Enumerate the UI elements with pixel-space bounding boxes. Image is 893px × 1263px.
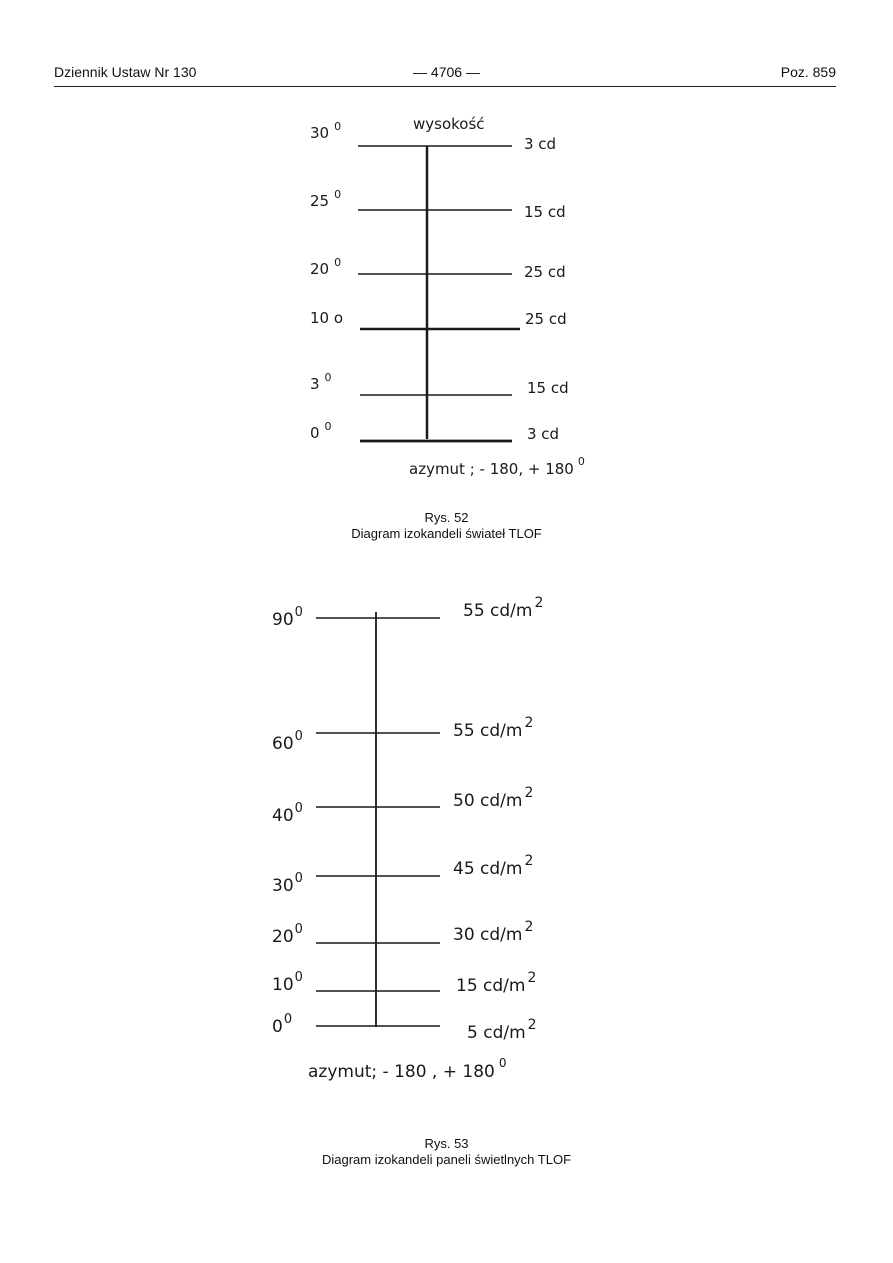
intensity-value: 25 cd <box>524 263 566 281</box>
figure-52-diagram <box>310 115 585 478</box>
figure-53-number: Rys. 53 <box>424 1136 469 1151</box>
altitude-axis-label: wysokość <box>413 115 485 133</box>
azimuth-label: azymut; - 180 , + 180 $^0$ <box>308 1056 507 1082</box>
elevation-angle-label: 0 $^0$ <box>310 420 332 442</box>
elevation-angle-label: 25 $^0$ <box>310 188 342 210</box>
elevation-angle-label: 20 $^0$ <box>310 256 342 278</box>
figure-52-number: Rys. 52 <box>424 510 469 525</box>
luminance-value: 55 cd/m $^2$ <box>453 715 534 741</box>
figure-52-caption <box>0 510 893 542</box>
luminance-value: 5 cd/m $^2$ <box>467 1017 537 1043</box>
intensity-value: 15 cd <box>527 379 569 397</box>
luminance-value: 15 cd/m $^2$ <box>456 970 537 996</box>
elevation-angle-label: $40^0$ <box>272 801 303 826</box>
elevation-angle-label: $90^0$ <box>272 605 303 630</box>
elevation-angle-label: $0^0$ <box>272 1012 293 1037</box>
figure-53-caption <box>0 1136 893 1168</box>
elevation-angle-label: 10 o <box>310 309 344 327</box>
figure-53-diagram <box>272 595 543 1082</box>
intensity-value: 3 cd <box>527 425 560 443</box>
elevation-angle-label: $20^0$ <box>272 922 303 947</box>
elevation-angle-label: 30 $^0$ <box>310 120 342 142</box>
luminance-value: 55 cd/m $^2$ <box>463 595 544 621</box>
journal-title: Dziennik Ustaw Nr 130 <box>54 64 197 80</box>
luminance-value: 45 cd/m $^2$ <box>453 853 534 879</box>
figure-52-title: Diagram izokandeli świateł TLOF <box>351 526 542 541</box>
azimuth-label: azymut ; - 180, + 180 $^0$ <box>409 455 585 478</box>
intensity-value: 15 cd <box>524 203 566 221</box>
page-number: — 4706 — <box>413 64 480 80</box>
luminance-value: 50 cd/m $^2$ <box>453 785 534 811</box>
figure-53-title: Diagram izokandeli paneli świetlnych TLOF <box>321 1152 572 1167</box>
elevation-angle-label: $30^0$ <box>272 871 303 896</box>
intensity-value: 25 cd <box>525 310 567 328</box>
elevation-angle-label: 3 $^0$ <box>310 371 332 393</box>
elevation-angle-label: $60^0$ <box>272 729 303 754</box>
luminance-value: 30 cd/m $^2$ <box>453 919 534 945</box>
elevation-angle-label: $10^0$ <box>272 970 303 995</box>
intensity-value: 3 cd <box>524 135 557 153</box>
position-number: Poz. 859 <box>780 64 836 80</box>
